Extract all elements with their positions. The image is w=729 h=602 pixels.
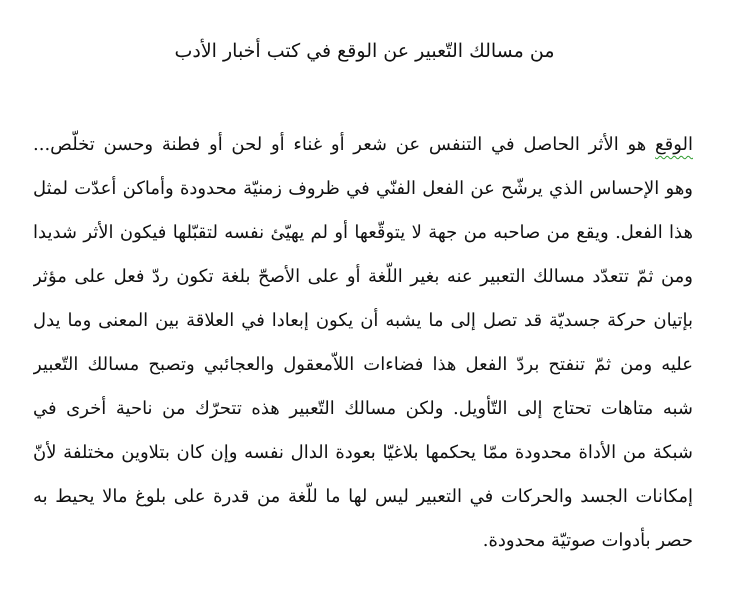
text-line-1 — [33, 123, 693, 167]
text-line-7: شبه متاهات تحتاج إلى التّأويل. ولكن مسالك التّعبير هذه تتحرّك من ناحية أخرى في — [33, 398, 693, 419]
text-line-10: حصر بأدوات صوتيّة محدودة. — [482, 530, 693, 551]
text-line-1-rest: هو الأثر الحاصل في التنفس عن شعر أو غناء أو لحن أو فطنة وحسن تخلّص... — [33, 134, 656, 155]
spellcheck-flagged-word: الوقع — [655, 134, 693, 155]
text-line-6: عليه ومن ثمّ تنفتح بردّ الفعل هذا فضاءات اللاّمعقول والعجائبي وتصبح مسالك التّعبير — [33, 354, 693, 375]
text-line-3: هذا الفعل. ويقع من صاحبه من جهة لا يتوقّعها أو لم يهيّئ نفسه لتقبّلها فيكون الأثر شديدا — [33, 222, 693, 243]
document-body — [33, 123, 693, 563]
text-line-9: إمكانات الجسد والحركات في التعبير ليس لها ما للّغة من قدرة على بلوغ مالا يحيط به — [33, 486, 693, 507]
text-line-8: شبكة من الأداة محدودة ممّا يحكمها بلاغيّا بعودة الدال نفسه وإن كان بتلاوين مختلفة لأنّ — [33, 442, 693, 463]
text-line-2: وهو الإحساس الذي يرشّح عن الفعل الفنّي في ظروف زمنيّة محدودة وأماكن أعدّت لمثل — [33, 178, 693, 199]
text-line-4: ومن ثمّ تتعدّد مسالك التعبير عنه بغير اللّغة أو على الأصحّ بلغة تكون ردّ فعل على مؤثر — [33, 266, 693, 287]
document-title: من مسالك التّعبير عن الوقع في كتب أخبار الأدب — [174, 40, 555, 62]
text-line-5: بإتيان حركة جسديّة قد تصل إلى ما يشبه أن يكون إبعادا في العلاقة بين المعنى وما يدل — [33, 310, 693, 331]
